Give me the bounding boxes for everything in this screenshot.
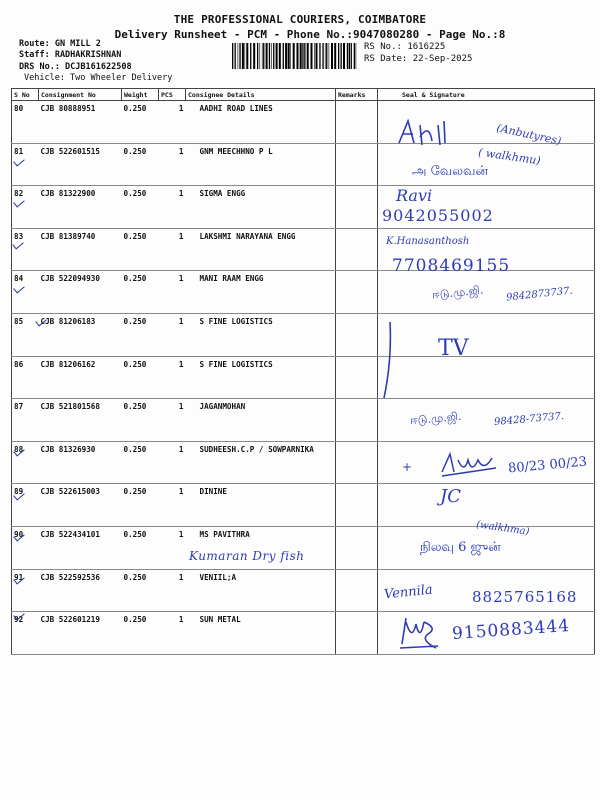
row-remarks (336, 101, 378, 144)
row-consignment-no: CJB 522601515 (39, 143, 122, 186)
row-consignee: GNM MEECHHNO P L (186, 143, 336, 186)
row-weight: 0.250 (122, 569, 159, 612)
handwriting-r90-tamil: நிலவு 6 ஜுன் (420, 540, 501, 555)
row-sno: 83 (12, 228, 39, 271)
staff-label: Staff: RADHAKRISHNAN (19, 50, 122, 60)
row-sno: 89 (12, 484, 39, 527)
row-sno: 81 (12, 143, 39, 186)
row-consignment-no: CJB 81322900 (39, 186, 122, 229)
row-sno: 86 (12, 356, 39, 399)
handwriting-r82-name: Ravi (396, 186, 433, 205)
handwriting-r81-note: ( walkhmu) (477, 145, 542, 168)
row-sno: 92 (12, 612, 39, 655)
row-consignee: JAGANMOHAN (186, 399, 336, 442)
signature-scribble-92 (398, 612, 444, 652)
row-consignee: S FINE LOGISTICS (186, 356, 336, 399)
handwriting-r92-phone: 9150883444 (451, 615, 571, 645)
row-consignee: SIGMA ENGG (186, 186, 336, 229)
table-row (12, 186, 595, 229)
row-sno: 80 (12, 101, 39, 144)
handwriting-r91-phone: 8825765168 (472, 588, 578, 606)
handwriting-r80-note: (Anbutyres) (495, 121, 563, 148)
row-remarks (336, 484, 378, 527)
runsheet-table (11, 88, 595, 655)
handwriting-r84-phone: 9842873737. (505, 285, 574, 304)
row-consignment-no: CJB 81206183 (39, 313, 122, 356)
rs-date: RS Date: 22-Sep-2025 (364, 54, 473, 64)
row-sno: 88 (12, 441, 39, 484)
row-consignment-no: CJB 522615003 (39, 484, 122, 527)
row-remarks (336, 313, 378, 356)
signature-scribble-80 (396, 115, 466, 150)
row-consignee: VENIIL;A (186, 569, 336, 612)
row-remarks (336, 441, 378, 484)
row-weight: 0.250 (122, 484, 159, 527)
handwriting-r90-note: (walkhma) (475, 519, 530, 538)
company-title: THE PROFESSIONAL COURIERS, COIMBATORE (173, 13, 427, 26)
row-remarks (336, 143, 378, 186)
row-pcs: 1 (159, 143, 186, 186)
row-signature-area (378, 313, 595, 356)
row-remarks (336, 569, 378, 612)
row-sno: 87 (12, 399, 39, 442)
row-pcs: 1 (159, 399, 186, 442)
row-consignee: LAKSHMI NARAYANA ENGG (186, 228, 336, 271)
row-weight: 0.250 (122, 271, 159, 314)
handwriting-r83-phone: 7708469155 (392, 256, 511, 276)
row-consignment-no: CJB 522434101 (39, 526, 122, 569)
row-weight: 0.250 (122, 441, 159, 484)
row-remarks (336, 612, 378, 655)
signature-scribble-88 (440, 450, 500, 480)
row-remarks (336, 356, 378, 399)
runsheet-subtitle: Delivery Runsheet - PCM - Phone No.:9047080280 - Page No.:8 (114, 28, 506, 41)
row-weight: 0.250 (122, 399, 159, 442)
row-pcs: 1 (159, 569, 186, 612)
row-remarks (336, 526, 378, 569)
col-header-remarks: Remarks (336, 89, 378, 101)
row-remarks (336, 228, 378, 271)
row-consignment-no: CJB 80888951 (39, 101, 122, 144)
vehicle-label: Vehicle: Two Wheeler Delivery (24, 73, 173, 83)
row-pcs: 1 (159, 526, 186, 569)
row-pcs: 1 (159, 356, 186, 399)
row-consignee: SUDHEESH.C.P / SOWPARNIKA (186, 441, 336, 484)
row-weight: 0.250 (122, 313, 159, 356)
row-weight: 0.250 (122, 228, 159, 271)
row-pcs: 1 (159, 484, 186, 527)
row-remarks (336, 186, 378, 229)
row-sno: 85 (12, 313, 39, 356)
row-sno: 90 (12, 526, 39, 569)
handwriting-r81-tamil: அ வேலவன் (412, 164, 489, 179)
handwriting-r91-name: Vennila (383, 582, 434, 603)
row-remarks (336, 399, 378, 442)
row-pcs: 1 (159, 271, 186, 314)
row-consignment-no: CJB 522601219 (39, 612, 122, 655)
handwriting-r90-consignee-note: Kumaran Dry fish (189, 549, 305, 563)
signature-stroke-85 (380, 320, 400, 400)
row-consignee: MANI RAAM ENGG (186, 271, 336, 314)
table-row (12, 356, 595, 399)
route-label: Route: GN MILL 2 (19, 39, 101, 49)
barcode (232, 43, 357, 69)
row-pcs: 1 (159, 186, 186, 229)
handwriting-r82-phone: 9042055002 (382, 206, 494, 225)
handwriting-r83-name: K.Hanasanthosh (386, 236, 470, 247)
row-signature-area (378, 356, 595, 399)
col-header-signature: Seal & Signature (378, 89, 595, 101)
row-weight: 0.250 (122, 101, 159, 144)
cross-mark-88: + (402, 460, 413, 474)
row-consignment-no: CJB 522592536 (39, 569, 122, 612)
row-sno: 84 (12, 271, 39, 314)
col-header-consignment: Consignment No (39, 89, 122, 101)
col-header-consignee: Consignee Details (186, 89, 336, 101)
row-weight: 0.250 (122, 612, 159, 655)
handwriting-r87-sig: ஈடு.மு.ஜி. (409, 409, 462, 428)
row-pcs: 1 (159, 101, 186, 144)
row-consignee: AADHI ROAD LINES (186, 101, 336, 144)
rs-number: RS No.: 1616225 (364, 42, 446, 52)
row-weight: 0.250 (122, 186, 159, 229)
row-consignee: DININE (186, 484, 336, 527)
row-weight: 0.250 (122, 526, 159, 569)
row-sno: 91 (12, 569, 39, 612)
row-pcs: 1 (159, 441, 186, 484)
row-consignee: SUN METAL (186, 612, 336, 655)
row-pcs: 1 (159, 313, 186, 356)
col-header-weight: Weight (122, 89, 159, 101)
row-consignee: MS PAVITHRA (186, 526, 336, 569)
row-consignment-no: CJB 81389740 (39, 228, 122, 271)
col-header-pcs: PCS (159, 89, 186, 101)
drs-label: DRS No.: DCJB161622508 (19, 62, 132, 72)
row-consignment-no: CJB 81326930 (39, 441, 122, 484)
handwriting-r89-sig: JC (440, 486, 461, 507)
row-consignment-no: CJB 81206162 (39, 356, 122, 399)
row-consignment-no: CJB 522094930 (39, 271, 122, 314)
col-header-sno: S No (12, 89, 39, 101)
row-pcs: 1 (159, 612, 186, 655)
handwriting-r86-sig: TV (438, 336, 469, 361)
row-pcs: 1 (159, 228, 186, 271)
row-consignee: S FINE LOGISTICS (186, 313, 336, 356)
handwriting-r84-sig: ஈடு.மு.ஜி. (431, 283, 484, 302)
row-sno: 82 (12, 186, 39, 229)
row-weight: 0.250 (122, 143, 159, 186)
row-remarks (336, 271, 378, 314)
row-consignment-no: CJB 521801568 (39, 399, 122, 442)
table-row (12, 313, 595, 356)
handwriting-r88-date: 80/23 00/23 (507, 454, 588, 477)
table-row (12, 484, 595, 527)
handwriting-r87-phone: 98428-73737. (493, 410, 565, 429)
row-weight: 0.250 (122, 356, 159, 399)
table-header-row (12, 89, 595, 101)
